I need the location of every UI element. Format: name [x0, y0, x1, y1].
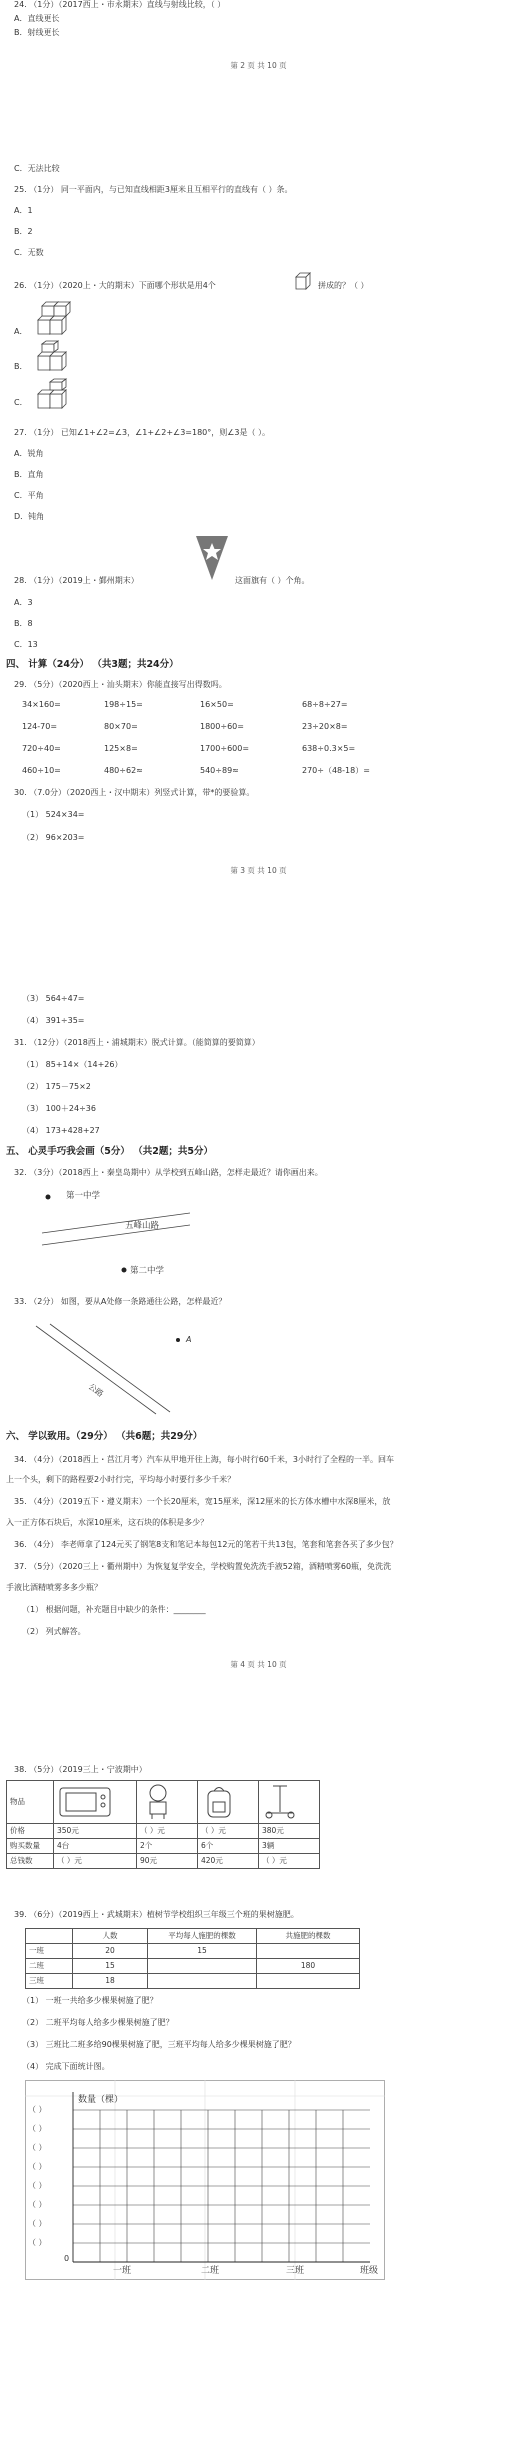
q28-option-b: B．8 [14, 619, 33, 628]
chart-y-tick-blank: （ ） [28, 2105, 47, 2114]
second-school-label: 第二中学 [130, 1266, 165, 1276]
calc-cell: 68÷8÷27= [302, 700, 348, 709]
table-cell: 180 [257, 1959, 360, 1974]
calc-cell: 540÷89≈ [200, 766, 239, 775]
q34-line-1: 34. （4分）（2018西上・莒江月考）汽车从甲地开往上海，每小时行60千米，3小时行了全程的一半。回车 [14, 1455, 394, 1464]
item-cell [198, 1781, 259, 1824]
q28-head: 28. （1分）（2019上・鄞州期末） [14, 576, 139, 585]
calc-cell: 480÷62≈ [104, 766, 143, 775]
chart-x-axis-label: 班级 [360, 2266, 379, 2276]
calc-cell: 720÷40= [22, 744, 61, 753]
q33-road-diagram [30, 1320, 200, 1420]
table-cell: （ ）元 [259, 1854, 320, 1869]
q28-tail: 这面旗有（ ）个角。 [235, 576, 310, 585]
chart-y-axis-label: 数量（棵） [78, 2095, 124, 2105]
q26-option-c: C． [14, 398, 28, 407]
unit-cube-icon [295, 272, 311, 290]
table-cell: 420元 [198, 1854, 259, 1869]
table-cell: 18 [73, 1974, 148, 1989]
table-cell: （ ）元 [198, 1824, 259, 1839]
table-row-label: 一班 [26, 1944, 73, 1959]
chart-y-tick-blank: （ ） [28, 2238, 47, 2247]
flag-icon [195, 535, 229, 581]
q24-option-c: C．无法比较 [14, 164, 60, 173]
q30-item-4: （4） 391÷35= [22, 1016, 85, 1025]
toy-doll-icon [140, 1782, 176, 1820]
q31-item-3: （3） 100＋24÷36 [22, 1104, 96, 1113]
q38-price-table [6, 1780, 320, 1869]
chart-y-tick-blank: （ ） [28, 2181, 47, 2190]
cube-shape-c-icon [36, 378, 76, 412]
chart-y-tick-blank: （ ） [28, 2162, 47, 2171]
q25-option-b: B．2 [14, 227, 33, 236]
q37-item-1: （1） 根据问题，补充题目中缺少的条件：________ [22, 1605, 206, 1614]
table-cell: 15 [148, 1944, 257, 1959]
q39-item-2: （2） 二班平均每人给多少棵果树施了肥？ [22, 2018, 174, 2027]
q30-item-1: （1） 524×34= [22, 810, 85, 819]
q32-head: 32. （3分）（2018西上・秦皇岛期中）从学校到五峰山路，怎样走最近？请你画出来。 [14, 1168, 323, 1177]
table-cell [257, 1974, 360, 1989]
table-header-cell [26, 1929, 73, 1944]
backpack-icon [201, 1782, 237, 1820]
q27-head: 27. （1分） 已知∠1+∠2=∠3，∠1+∠2+∠3=180°，则∠3是（ ）。 [14, 428, 271, 437]
table-row-label: 二班 [26, 1959, 73, 1974]
section-4-title: 四、 计算（24分） （共3题；共24分） [6, 659, 179, 670]
q34-line-2: 上一个头，剩下的路程要2小时行完，平均每小时要行多少千米？ [6, 1475, 236, 1484]
calc-cell: 34×160= [22, 700, 61, 709]
q36-head: 36. （4分） 李老师拿了124元买了钢笔8支和笔记本每包12元的笔若干共13包，笔套和笔套各买了多少包？ [14, 1540, 398, 1549]
section-6-title: 六、 学以致用。（29分） （共6题；共29分） [6, 1431, 203, 1442]
q30-item-2: （2） 96×203= [22, 833, 85, 842]
table-header-cell: 共施肥的棵数 [257, 1929, 360, 1944]
q28-option-c: C．13 [14, 640, 38, 649]
table-header-cell: 平均每人施肥的棵数 [148, 1929, 257, 1944]
q30-head: 30. （7.0分）（2020西上・汉中期末）列竖式计算，带*的要验算。 [14, 788, 255, 797]
point-a-label: A [186, 1335, 192, 1344]
page-footer: 第 3 页 共 10 页 [230, 866, 287, 875]
q38-head: 38. （5分）（2019三上・宁波期中） [14, 1765, 147, 1774]
q39-head: 39. （6分）（2019西上・武城期末）植树节学校组织三年级三个班的果树施肥。 [14, 1910, 299, 1919]
table-cell: （ ）元 [54, 1854, 137, 1869]
calc-cell: 270÷（48-18）= [302, 766, 370, 775]
q35-line-1: 35. （4分）（2019五下・遵义期末）一个长20厘米，宽15厘米，深12厘米的长方体水槽中水深8厘米，放 [14, 1497, 391, 1506]
table-row-label: 价格 [7, 1824, 54, 1839]
chart-y-tick-blank: （ ） [28, 2200, 47, 2209]
chart-y-tick-blank: （ ） [28, 2124, 47, 2133]
table-header-cell: 物品 [7, 1781, 54, 1824]
calc-cell: 125×8= [104, 744, 138, 753]
q27-option-d: D．钝角 [14, 512, 45, 521]
table-cell [148, 1974, 257, 1989]
q28-option-a: A．3 [14, 598, 33, 607]
oven-icon [57, 1783, 113, 1819]
q31-item-2: （2） 175－75×2 [22, 1082, 91, 1091]
calc-cell: 1700÷600= [200, 744, 250, 753]
page-footer: 第 2 页 共 10 页 [230, 61, 287, 70]
calc-cell: 1800÷60= [200, 722, 244, 731]
table-cell: 4台 [54, 1839, 137, 1854]
table-cell: 380元 [259, 1824, 320, 1839]
q24-head: 24. （1分）（2017西上・市永期末）直线与射线比较，（ ） [14, 0, 226, 9]
item-cell [54, 1781, 137, 1824]
q25-head: 25. （1分） 同一平面内，与已知直线相距3厘米且互相平行的直线有（ ）条。 [14, 185, 293, 194]
chart-y-tick-blank: （ ） [28, 2143, 47, 2152]
q39-table [25, 1928, 360, 1989]
q32-map-diagram [40, 1188, 200, 1283]
chart-y-tick-blank: （ ） [28, 2219, 47, 2228]
q24-option-b: B．射线更长 [14, 28, 60, 37]
q25-option-c: C．无数 [14, 248, 44, 257]
table-cell: 15 [73, 1959, 148, 1974]
q37-line-2: 手液比酒精喷雾多多少瓶？ [6, 1583, 102, 1592]
q29-head: 29. （5分）（2020西上・汕头期末）你能直接写出得数吗。 [14, 680, 227, 689]
table-cell: 2个 [137, 1839, 198, 1854]
q31-item-4: （4） 173+428+27 [22, 1126, 100, 1135]
table-cell [148, 1959, 257, 1974]
chart-x-tick-label: 三班 [286, 2266, 305, 2276]
table-row-label: 购买数量 [7, 1839, 54, 1854]
q26-option-a: A． [14, 327, 28, 336]
calc-cell: 638÷0.3×5= [302, 744, 356, 753]
table-cell: （ ）元 [137, 1824, 198, 1839]
road-name-label: 公路 [86, 1382, 105, 1399]
calc-cell: 23÷20×8= [302, 722, 348, 731]
q27-option-c: C．平角 [14, 491, 44, 500]
q26-tail: 拼成的？（ ） [318, 281, 369, 290]
item-cell [137, 1781, 198, 1824]
q26-head: 26. （1分）（2020上・大的期末）下面哪个形状是用4个 [14, 281, 216, 290]
q31-item-1: （1） 85+14×（14+26） [22, 1060, 123, 1069]
table-cell [257, 1944, 360, 1959]
chart-x-tick-label: 二班 [201, 2266, 220, 2276]
q39-item-4: （4） 完成下面统计图。 [22, 2062, 110, 2071]
q24-option-a: A．直线更长 [14, 14, 60, 23]
q39-item-1: （1） 一班一共给多少棵果树施了肥？ [22, 1996, 158, 2005]
q27-option-a: A．锐角 [14, 449, 44, 458]
table-cell: 350元 [54, 1824, 137, 1839]
q27-option-b: B．直角 [14, 470, 44, 479]
road-label: 五峰山路 [125, 1221, 160, 1231]
q39-item-3: （3） 三班比二班多给90棵果树施了肥，三班平均每人给多少棵果树施了肥？ [22, 2040, 296, 2049]
q37-line-1: 37. （5分）（2020三上・衢州期中）为恢复复学安全，学校购置免洗洗手液52箱，酒精喷雾60瓶，免洗洗 [14, 1562, 392, 1571]
item-cell [259, 1781, 320, 1824]
q25-option-a: A．1 [14, 206, 33, 215]
q39-blank-bar-chart [25, 2080, 385, 2280]
table-cell: 6个 [198, 1839, 259, 1854]
cube-shape-a-icon [36, 300, 76, 338]
chart-x-tick-label: 一班 [113, 2266, 132, 2276]
q26-option-b: B． [14, 362, 28, 371]
first-school-label: 第一中学 [66, 1191, 101, 1201]
cube-shape-b-icon [36, 340, 76, 374]
calc-cell: 460÷10= [22, 766, 61, 775]
calc-cell: 124-70= [22, 722, 58, 731]
q33-head: 33. （2分） 如图，要从A处修一条路通往公路，怎样最近？ [14, 1297, 227, 1306]
calc-cell: 80×70= [104, 722, 138, 731]
q37-item-2: （2） 列式解答。 [22, 1627, 86, 1636]
q30-item-3: （3） 564÷47= [22, 994, 85, 1003]
calc-cell: 16×50= [200, 700, 234, 709]
table-header-cell: 人数 [73, 1929, 148, 1944]
table-row-label: 总钱数 [7, 1854, 54, 1869]
q31-head: 31. （12分）（2018西上・浦城期末）脱式计算。（能简算的要简算） [14, 1038, 260, 1047]
page-footer: 第 4 页 共 10 页 [230, 1660, 287, 1669]
chart-zero-label: 0 [64, 2254, 70, 2263]
section-5-title: 五、 心灵手巧我会画（5分） （共2题；共5分） [6, 1146, 213, 1157]
table-cell: 3辆 [259, 1839, 320, 1854]
table-cell: 20 [73, 1944, 148, 1959]
q35-line-2: 入一正方体石块后，水深10厘米，这石块的体积是多少？ [6, 1518, 209, 1527]
table-cell: 90元 [137, 1854, 198, 1869]
table-row-label: 三班 [26, 1974, 73, 1989]
scooter-icon [262, 1782, 298, 1820]
calc-cell: 198÷15= [104, 700, 143, 709]
